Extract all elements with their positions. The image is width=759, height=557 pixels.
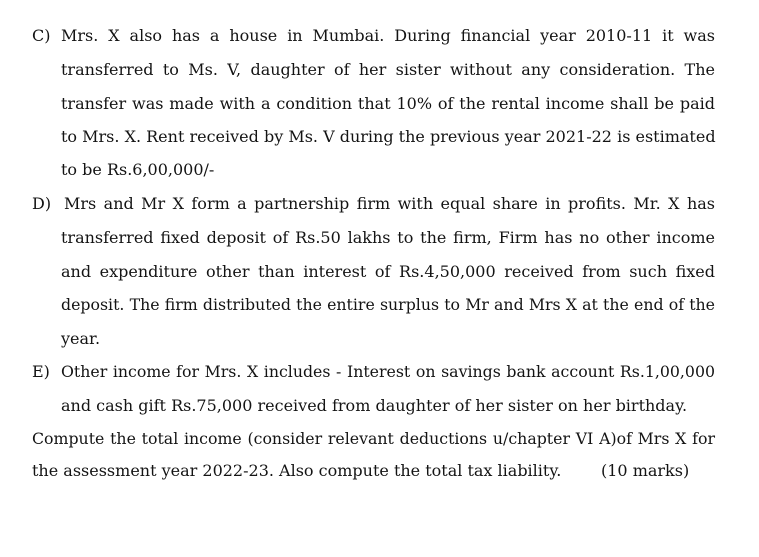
item-c-label: C): [32, 26, 51, 45]
item-e-line-2: and cash gift Rs.75,000 received from daughter of her sister on her birthday.: [61, 396, 688, 415]
marks-label: (10 marks): [601, 461, 690, 480]
item-d-line-4: deposit. The firm distributed the entire surplus to Mr and Mrs X at the end of the: [61, 295, 715, 314]
item-d-line-5: year.: [61, 329, 101, 348]
item-d-line-3: and expenditure other than interest of Rs.4,50,000 received from such fixed: [61, 262, 715, 281]
item-d-label: D): [32, 194, 52, 213]
item-c-line-4: to Mrs. X. Rent received by Ms. V during the previous year 2021-22 is estimated: [61, 127, 716, 146]
item-c-line-1: Mrs. X also has a house in Mumbai. During financial year 2010-11 it was: [61, 26, 715, 45]
item-c-line-5: to be Rs.6,00,000/-: [61, 160, 215, 179]
item-d-line-1: Mrs and Mr X form a partnership firm with equal share in profits. Mr. X has: [64, 194, 715, 213]
item-d-line-2: transferred fixed deposit of Rs.50 lakhs to the firm, Firm has no other income: [61, 228, 715, 247]
instruction-line-1: Compute the total income (consider relevant deductions u/chapter VI A)of Mrs X for: [32, 429, 715, 448]
instruction-line-2: the assessment year 2022-23. Also compute the total tax liability.: [32, 461, 562, 480]
item-c-line-3: transfer was made with a condition that 10% of the rental income shall be paid: [61, 94, 715, 113]
item-c-line-2: transferred to Ms. V, daughter of her sister without any consideration. The: [61, 60, 715, 79]
item-e-line-1: Other income for Mrs. X includes - Interest on savings bank account Rs.1,00,000: [61, 362, 715, 381]
item-e-label: E): [32, 362, 50, 381]
